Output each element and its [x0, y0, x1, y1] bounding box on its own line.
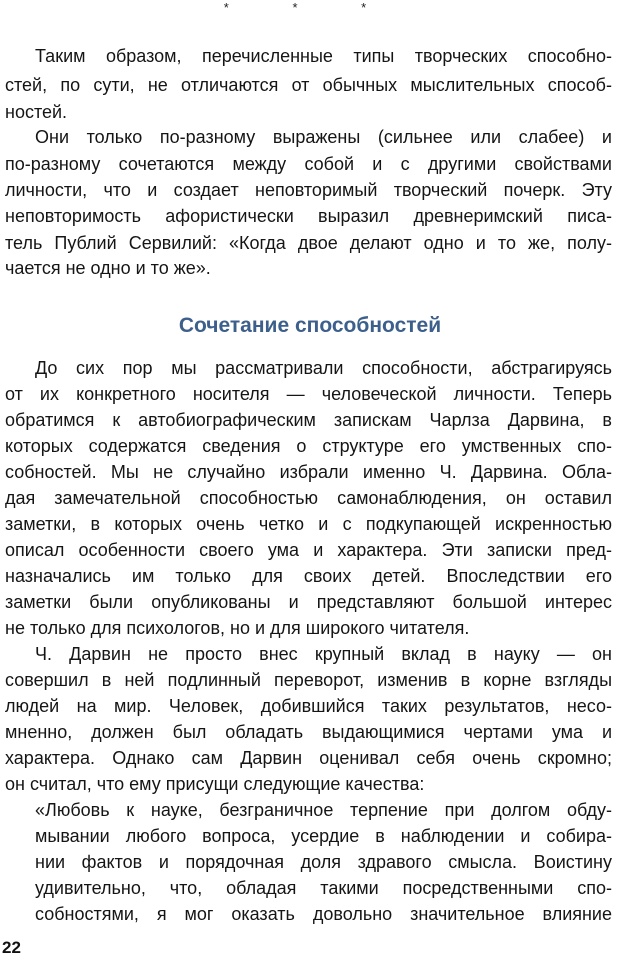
text-line: назначались им только для своих детей. Впоследствии его	[5, 566, 612, 586]
text-line: личности, что и создает неповторимый творческий почерк. Эту	[5, 180, 612, 200]
text-line: не только для психологов, но и для широкого читателя.	[5, 618, 470, 638]
text-line: нии фактов и порядочная доля здравого смысла. Воистину	[35, 852, 612, 872]
text-line: собностей. Мы не случайно избрали именно Ч. Дарвина. Обла-	[5, 462, 612, 482]
text-line: Они только по-разному выражены (сильнее или слабее) и	[35, 127, 612, 147]
text-line: Ч. Дарвин не просто внес крупный вклад в науку — он	[35, 644, 612, 664]
section-heading: Сочетание способностей	[178, 314, 442, 337]
text-line: людей на мир. Человек, добившийся таких результатов, несо-	[5, 696, 612, 716]
text-line: стей, по сути, не отличаются от обычных мыслительных способ-	[5, 75, 612, 95]
text-line: тель Публий Сервилий: «Когда двое делают одно и то же, полу-	[5, 233, 612, 253]
text-line: совершил в ней подлинный переворот, изменив в корне взгляды	[5, 670, 612, 690]
text-line: дая замечательной способностью самонаблюдения, он оставил	[5, 488, 612, 508]
text-line: мненно, должен был обладать выдающимися чертами ума и	[5, 722, 612, 742]
text-line: неповторимость афористически выразил древнеримский писа-	[5, 206, 612, 226]
section-separator: * * *	[223, 0, 397, 15]
text-line: До сих пор мы рассматривали способности, абстрагируясь	[35, 358, 612, 378]
text-line: от их конкретного носителя — человеческой личности. Теперь	[5, 384, 612, 404]
text-line: собностями, я мог оказать довольно значительное влияние	[35, 904, 612, 924]
text-line: заметки были опубликованы и представляют большой интерес	[5, 592, 612, 612]
text-line: ностей.	[5, 102, 68, 122]
text-line: мывании любого вопроса, усердие в наблюдении и собира-	[35, 826, 612, 846]
text-line: чается не одно и то же».	[5, 258, 211, 278]
page-number: 22	[2, 938, 21, 957]
text-line: описал особенности своего ума и характера. Эти записки пред-	[5, 540, 612, 560]
text-line: обратимся к автобиографическим запискам Чарлза Дарвина, в	[5, 410, 612, 430]
text-line: заметки, в которых очень четко и с подкупающей искренностью	[5, 514, 612, 534]
text-line: «Любовь к науке, безграничное терпение при долгом обду-	[35, 800, 612, 820]
text-line: Таким образом, перечисленные типы творческих способно-	[35, 46, 612, 66]
text-line: которых содержатся сведения о структуре его умственных спо-	[5, 436, 612, 456]
text-line: по-разному сочетаются между собой и с другими свойствами	[5, 154, 612, 174]
text-line: он считал, что ему присущи следующие качества:	[5, 774, 425, 794]
text-line: характера. Однако сам Дарвин оценивал себя очень скромно;	[5, 748, 612, 768]
text-line: удивительно, что, обладая такими посредственными спо-	[35, 878, 612, 898]
